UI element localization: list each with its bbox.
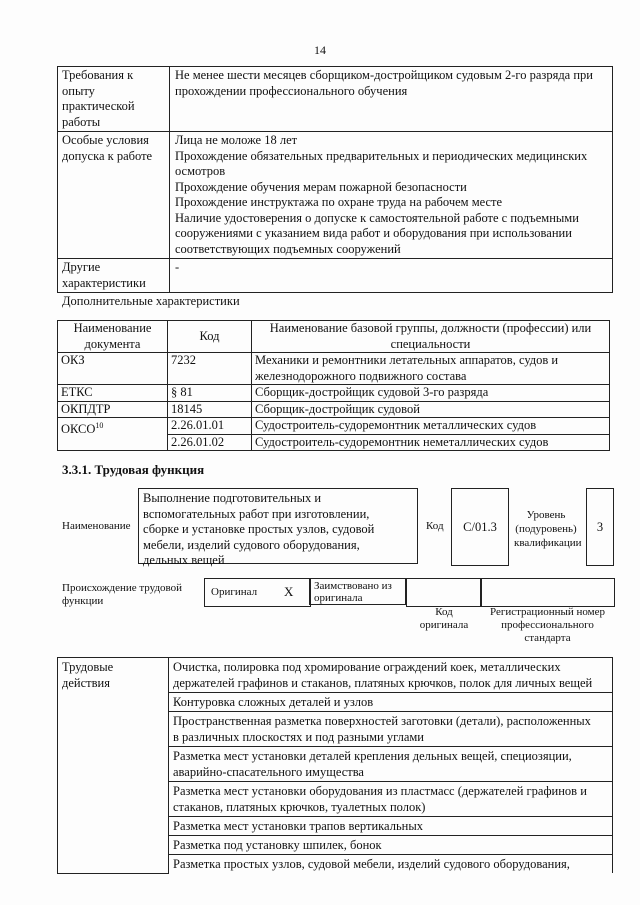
page-number: 14 [314,43,326,57]
labor-action-item [169,712,613,747]
label-line: опыту [62,83,95,98]
labor-action-item [169,693,613,712]
borrowed-label-line: оригинала [314,592,363,604]
label-line: действия [62,676,110,690]
table-row [58,385,610,402]
label-line: характеристики [62,275,146,290]
code-label: Код [426,520,444,532]
value-line: Наличие удостоверения о допуске к самостоятельной работе с подъемными [175,210,579,225]
table-row [58,353,610,385]
labor-action-item [169,658,613,693]
value-line: Прохождение инструктажа по охране труда на рабочем месте [175,195,503,209]
borrowed-label-line: Заимствовано из [314,580,392,592]
code-original-line: оригинала [419,619,469,631]
level-box: 3 [586,488,614,566]
label-line: Особые условия [62,133,149,147]
code-cell: § 81 [168,385,252,402]
action-line: в различных плоскостях и под разными углами [173,730,425,744]
function-name-line: вспомогательных работ при изготовлении, [143,506,370,521]
row-value [170,259,613,293]
table-row [58,132,613,259]
borrowed-cell [309,578,406,605]
value-line: осмотров [175,164,226,178]
value-line: Лица не моложе 18 лет [175,133,298,147]
original-mark: X [284,584,294,599]
requirements-table [57,66,613,293]
additional-table [57,320,610,451]
value-line: Прохождение обязательных предварительных и периодических медицинских [175,148,588,163]
name-cell: Судостроитель-судоремонтник неметаллических судов [252,434,610,451]
action-line: Пространственная разметка поверхностей заготовки (детали), расположенных [173,714,591,728]
table-row [58,658,613,693]
labor-action-item [169,836,613,855]
function-name-line: дельных вещей [143,553,225,567]
label-line: работы [62,114,101,129]
action-line: Разметка простых узлов, судовой мебели, изделий судового оборудования, [173,857,570,871]
original-cell [204,578,311,607]
table-row [58,259,613,293]
row-value [170,67,613,132]
origin-label-line: Происхождение трудовой [62,582,183,594]
function-name-line: мебели, изделий судового оборудования, [143,537,360,552]
label-line: практической [62,99,135,113]
labor-actions-label [58,658,169,874]
code-cell: 7232 [168,353,252,385]
label-line: Другие [62,260,101,274]
origin-label [62,582,182,608]
level-label-line: (подуровень) [515,523,577,535]
doc-cell [58,418,168,451]
doc-cell: ЕТКС [58,385,168,402]
doc-text: ОКСО [61,422,96,437]
row-label [58,67,170,132]
labor-action-item [169,747,613,782]
labor-action-item [169,817,613,836]
labor-action-item [169,855,613,874]
row-label [58,259,170,293]
action-line: аварийно-спасательного имущества [173,765,364,779]
name-cell: Сборщик-достройщик судовой [252,401,610,418]
code-cell: 2.26.01.01 [168,418,252,435]
name-cell: Механики и ремонтники летательных аппаратов, судов и железнодорожного подвижного состава [252,353,610,385]
label-line: Трудовые [62,660,114,674]
additional-title: Дополнительные характеристики [62,294,240,308]
code-original-line: Код [435,606,453,618]
reg-number-label [482,606,613,645]
section-title: 3.3.1. Трудовая функция [62,462,205,477]
name-cell: Сборщик-достройщик судовой 3-го разряда [252,385,610,402]
header-cell: Наименование документа [58,321,168,353]
code-original-label [408,606,480,632]
action-line: Разметка под установку шпилек, бонок [173,838,382,852]
labor-actions-table [57,657,613,874]
function-name-box [138,488,418,567]
function-name-line: сборке и установке простых узлов, судовой [143,522,375,536]
action-line: Очистка, полировка под хромирование ограждений коек, металлических [173,660,561,674]
reg-label-line: профессионального [501,619,594,631]
action-line: держателей графинов и стаканов, платяных крючков, полок для личных вещей [173,676,593,690]
action-line: Разметка мест установки оборудования из пластмасс (держателей графинов и [173,784,587,798]
table-header-row [58,321,610,353]
header-cell: Наименование базовой группы, должности (профессии) или специальности [252,321,610,353]
level-label-line: Уровень [526,509,566,521]
value-line: Не менее шести месяцев сборщиком-достройщиком судовым 2-го разряда при [175,68,593,82]
name-cell: Судостроитель-судоремонтник металлических судов [252,418,610,435]
value-line: Прохождение обучения мерам пожарной безопасности [175,179,467,194]
table-row [58,418,610,435]
function-name-line: Выполнение подготовительных и [143,491,322,505]
label-line: допуска к работе [62,148,153,163]
reg-label-line: стандарта [524,632,571,644]
value-line: прохождении профессионального обучения [175,83,408,98]
level-label-line: квалификации [514,537,582,549]
origin-label-line: функции [62,595,104,607]
code-cell: 2.26.01.02 [168,434,252,451]
action-line: Разметка мест установки трапов вертикальных [173,819,423,833]
code-original-cell [406,578,482,607]
doc-cell: ОКЗ [58,353,168,385]
code-cell: 18145 [168,401,252,418]
row-value [170,132,613,259]
action-line: Контуровка сложных деталей и узлов [173,695,374,709]
reg-number-cell [480,578,615,607]
reg-label-line: Регистрационный номер [489,606,606,618]
action-line: Разметка мест установки деталей крепления дельных вещей, специозяции, [173,749,572,763]
footnote-ref: 10 [95,421,104,430]
row-label [58,132,170,259]
table-row [58,67,613,132]
function-code-box: С/01.3 [451,488,509,566]
value-line: - [175,260,180,274]
name-label: Наименование [62,520,131,532]
doc-cell: ОКПДТР [58,401,168,418]
table-row [58,401,610,418]
original-label: Оригинал [211,586,258,598]
value-line: соответствующих подъемных сооружений [175,241,401,256]
header-cell: Код [168,321,252,353]
action-line: стаканов, платяных крючков, туалетных полок) [173,800,426,814]
label-line: Требования к [62,68,134,82]
level-label [514,508,582,550]
value-line: сооружениями с указанием вида работ и оборудования при использовании [175,226,572,240]
labor-action-item [169,782,613,817]
